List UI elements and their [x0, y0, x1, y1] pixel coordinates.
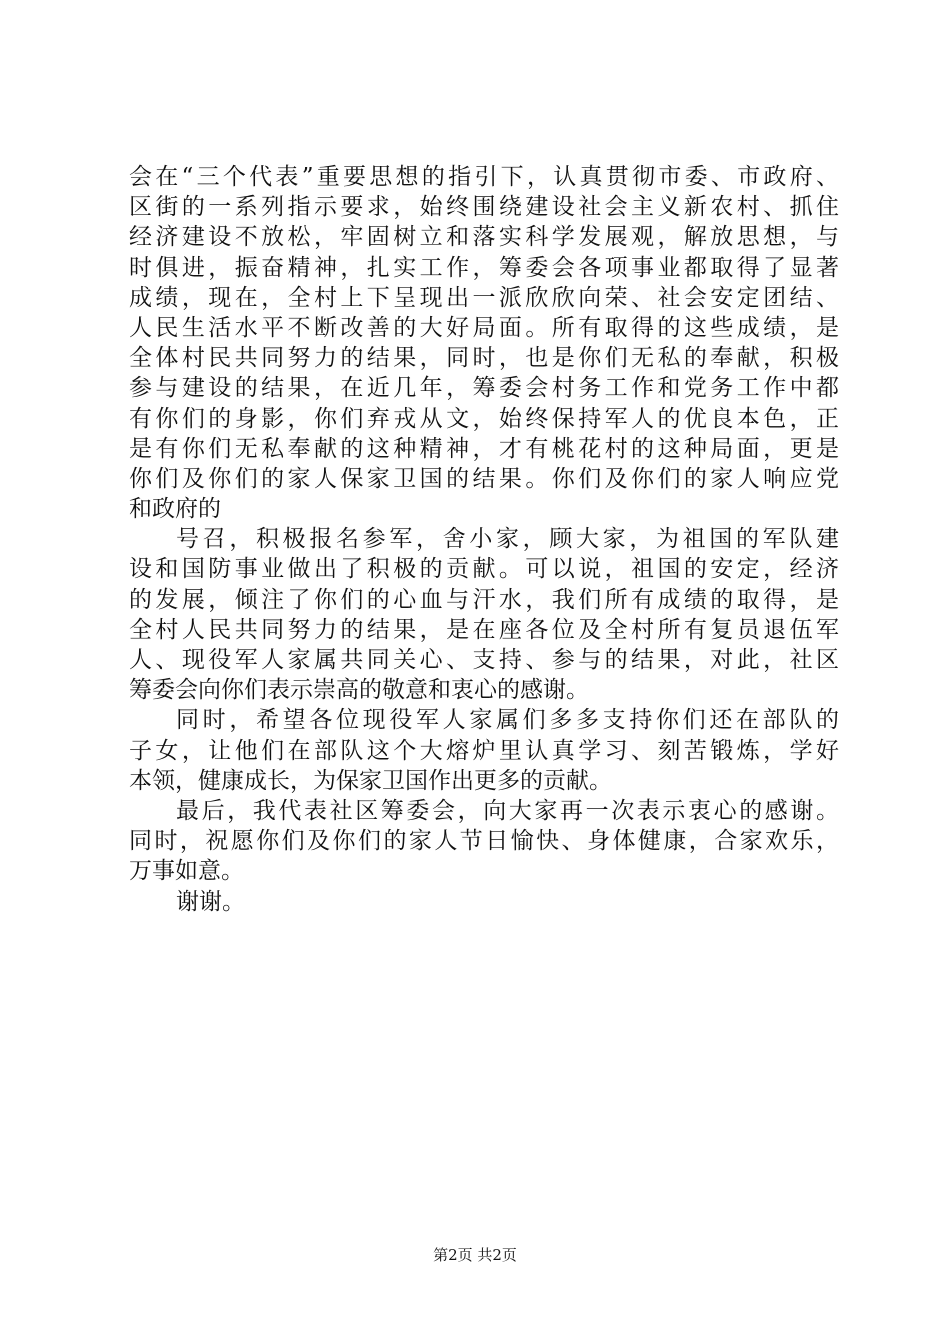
text-line: 筹委会向你们表示崇高的敬意和衷心的感谢。: [129, 677, 589, 704]
text-line: 全村人民共同努力的结果，是在座各位及全村所有复员退伍军: [129, 616, 839, 643]
text-line: 时俱进，振奋精神，扎实工作，筹委会各项事业都取得了显著: [129, 254, 839, 281]
text-line: 人民生活水平不断改善的大好局面。所有取得的这些成绩，是: [129, 314, 839, 341]
text-line: 全体村民共同努力的结果，同时，也是你们无私的奉献，积极: [129, 345, 839, 372]
text-line: 成绩，现在，全村上下呈现出一派欣欣向荣、社会安定团结、: [129, 284, 839, 311]
text-line: 人、现役军人家属共同关心、支持、参与的结果，对此，社区: [129, 647, 839, 673]
text-line: 万事如意。: [129, 858, 244, 885]
text-line: 是有你们无私奉献的这种精神，才有桃花村的这种局面，更是: [129, 435, 839, 462]
text-line: 经济建设不放松，牢固树立和落实科学发展观，解放思想，与: [129, 224, 839, 251]
body-text: [129, 162, 839, 917]
text-line: 区街的一系列指示要求，始终围绕建设社会主义新农村、抓住: [129, 194, 839, 221]
text-line: 有你们的身影，你们弃戎从文，始终保持军人的优良本色，正: [129, 405, 839, 432]
text-line: 本领，健康成长，为保家卫国作出更多的贡献。: [129, 767, 612, 794]
text-line: 同时，祝愿你们及你们的家人节日愉快、身体健康，合家欢乐，: [129, 828, 839, 855]
text-line: 会在“三个代表”重要思想的指引下，认真贯彻市委、市政府、: [129, 164, 839, 190]
text-line: 同时，希望各位现役军人家属们多多支持你们还在部队的: [176, 707, 839, 734]
text-line: 子女，让他们在部队这个大熔炉里认真学习、刻苦锻炼，学好: [129, 737, 839, 764]
text-line: 你们及你们的家人保家卫国的结果。你们及你们的家人响应党: [129, 465, 839, 492]
text-line: 和政府的: [129, 496, 221, 523]
page-number-footer: 第2页 共2页: [433, 1246, 517, 1264]
text-line: 的发展，倾注了你们的心血与汗水，我们所有成绩的取得，是: [129, 586, 839, 613]
text-line: 参与建设的结果，在近几年，筹委会村务工作和党务工作中都: [129, 375, 839, 402]
text-line: 号召，积极报名参军，舍小家，顾大家，为祖国的军队建: [176, 526, 839, 553]
text-line: 设和国防事业做出了积极的贡献。可以说，祖国的安定，经济: [129, 556, 839, 583]
text-line: 最后，我代表社区筹委会，向大家再一次表示衷心的感谢。: [176, 797, 839, 824]
text-line: 谢谢。: [176, 888, 245, 915]
